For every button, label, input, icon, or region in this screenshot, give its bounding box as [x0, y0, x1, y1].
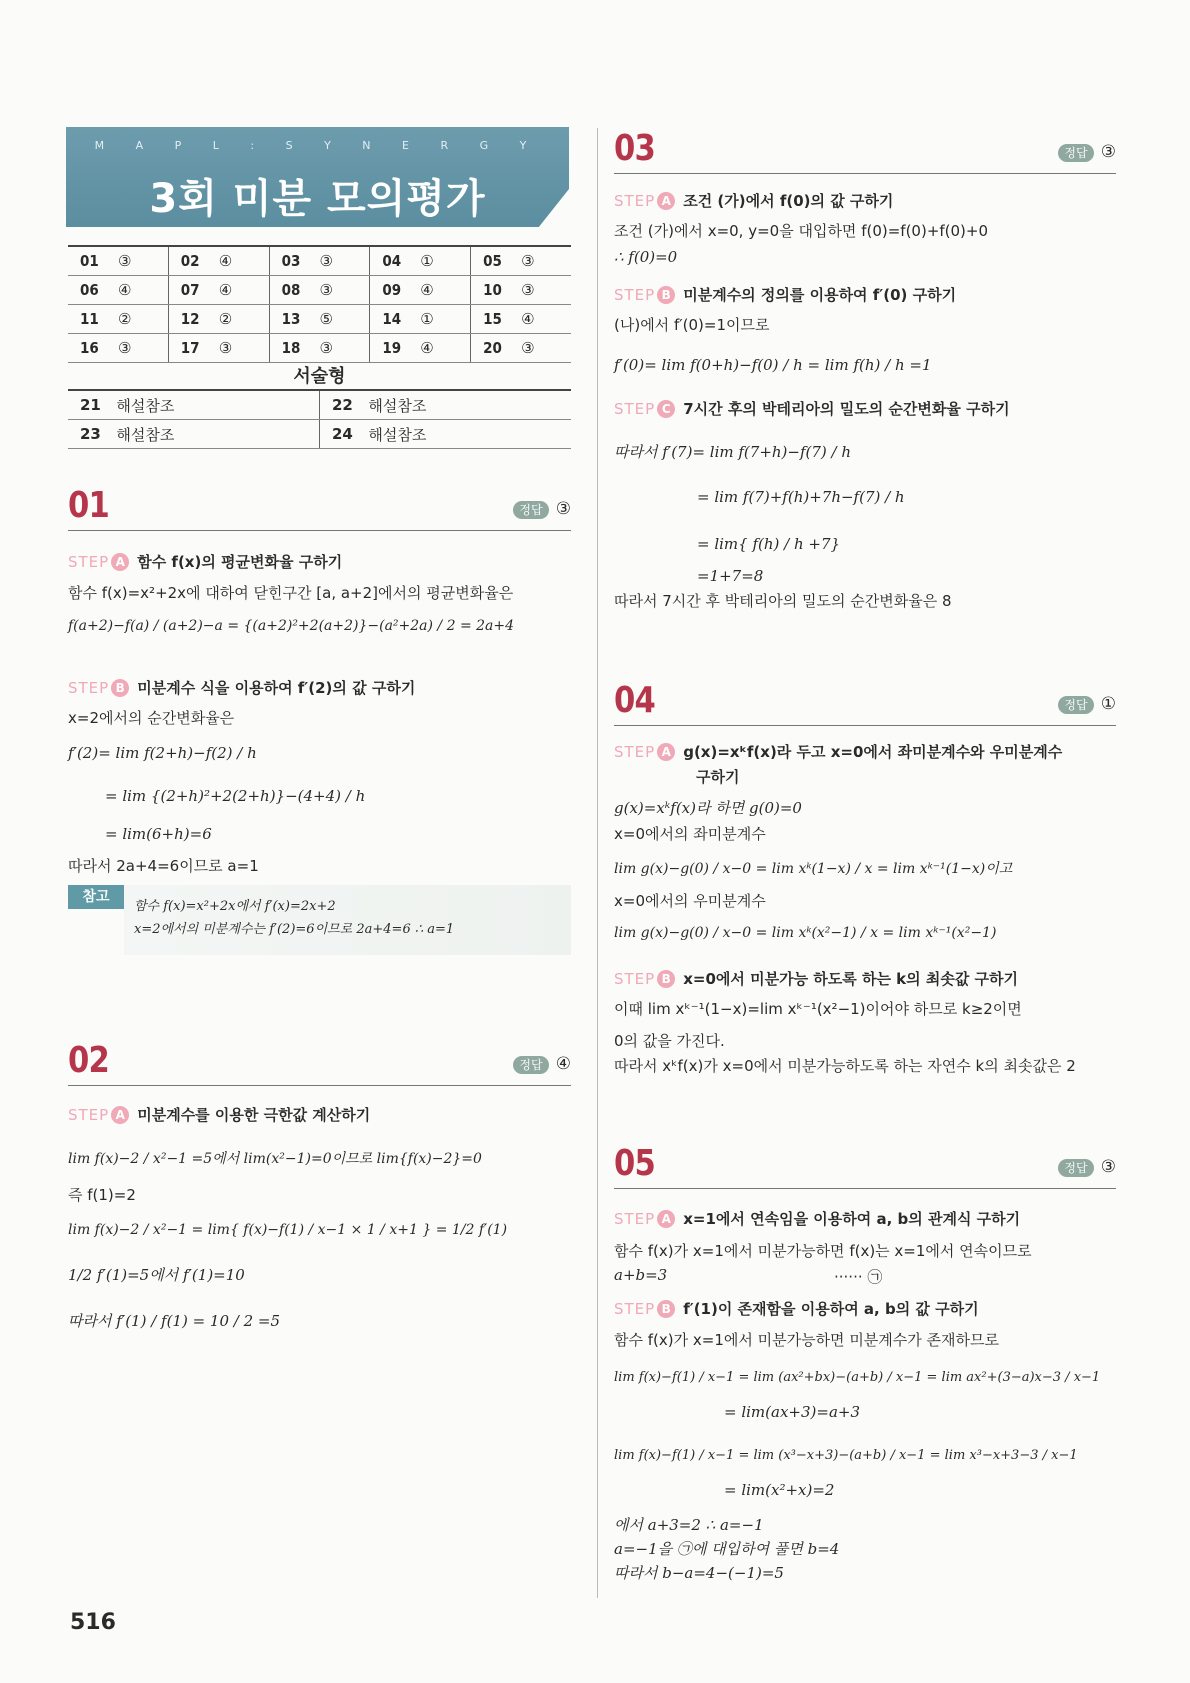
answer-choice: ④ — [408, 334, 470, 363]
answer-choice: ④ — [106, 276, 168, 305]
essay-answer: 해설참조 — [104, 420, 319, 449]
formula-line: = lim(x²+x)=2 — [724, 1481, 835, 1499]
step-c: STEP C 7시간 후의 박테리아의 밀도의 순간변화율 구하기 — [614, 400, 1010, 418]
section-number: 01 — [68, 485, 109, 526]
text-line: 함수 f(x)=x²+2x에 대하여 닫힌구간 [a, a+2]에서의 평균변화율은 — [68, 584, 514, 602]
text-line: x=0에서의 우미분계수 — [614, 892, 766, 910]
question-number: 19 — [370, 334, 408, 363]
answer-choice: ③ — [308, 246, 370, 276]
formula-line: =1+7=8 — [697, 567, 764, 585]
essay-answer: 해설참조 — [356, 420, 571, 449]
formula-line: = lim(6+h)=6 — [105, 825, 212, 843]
formula-line: 1/2 f′(1)=5에서 f′(1)=10 — [68, 1266, 245, 1284]
answer-row — [68, 334, 571, 363]
question-number: 08 — [269, 276, 307, 305]
formula-line: lim g(x)−g(0) / x−0 = lim xᵏ(1−x) / x = lim xᵏ⁻¹(1−x)이고 — [614, 861, 1013, 877]
answer-choice: ③ — [106, 334, 168, 363]
step-a: STEP A 미분계수를 이용한 극한값 계산하기 — [68, 1106, 371, 1124]
answer-badge: 정답 — [1058, 144, 1094, 162]
question-number: 17 — [168, 334, 206, 363]
formula-line: lim f(x)−f(1) / x−1 = lim (ax²+bx)−(a+b) / x−1 = lim ax²+(3−a)x−3 / x−1 — [614, 1370, 1101, 1385]
question-number: 22 — [319, 390, 356, 420]
answer-badge: 정답 — [513, 501, 549, 519]
title-banner — [66, 127, 569, 227]
section-05-header — [614, 1143, 1116, 1189]
answer-choice: ① — [408, 305, 470, 334]
formula-line: f(a+2)−f(a) / (a+2)−a = {(a+2)²+2(a+2)}−(a²+2a) / 2 = 2a+4 — [68, 618, 515, 634]
text-line: 이때 lim xᵏ⁻¹(1−x)=lim xᵏ⁻¹(x²−1)이어야 하므로 k≥2이면 — [614, 1000, 1022, 1018]
essay-answer: 해설참조 — [356, 390, 571, 420]
formula-line: lim g(x)−g(0) / x−0 = lim xᵏ(x²−1) / x = lim xᵏ⁻¹(x²−1) — [614, 925, 997, 941]
answer-mark: ③ — [1100, 142, 1116, 162]
answer-table — [68, 245, 571, 363]
section-03-header — [614, 128, 1116, 174]
section-number: 02 — [68, 1040, 109, 1081]
section-number: 05 — [614, 1143, 655, 1184]
section-number: 04 — [614, 680, 655, 721]
formula-line: lim f(x)−2 / x²−1 = lim{ f(x)−f(1) / x−1 × 1 / x+1 } = 1/2 f′(1) — [68, 1222, 508, 1238]
formula-line: 따라서 b−a=4−(−1)=5 — [614, 1564, 784, 1582]
answer-choice: ③ — [308, 276, 370, 305]
text-line: 따라서 xᵏf(x)가 x=0에서 미분가능하도록 하는 자연수 k의 최솟값은 2 — [614, 1057, 1076, 1075]
answer-choice: ④ — [207, 276, 269, 305]
step-a-continued: 구하기 — [696, 768, 740, 786]
formula-line: 따라서 f′(1) / f(1) = 10 / 2 =5 — [68, 1312, 281, 1330]
answer-row — [68, 246, 571, 276]
answer-badge: 정답 — [513, 1056, 549, 1074]
essay-row — [68, 390, 571, 420]
step-b: STEP B 미분계수의 정의를 이용하여 f′(0) 구하기 — [614, 286, 957, 304]
answer-choice: ③ — [509, 334, 571, 363]
text-line: 함수 f(x)가 x=1에서 미분가능하면 미분계수가 존재하므로 — [614, 1331, 999, 1349]
answer-choice: ① — [408, 246, 470, 276]
answer-row — [68, 276, 571, 305]
question-number: 09 — [370, 276, 408, 305]
question-number: 03 — [269, 246, 307, 276]
question-number: 01 — [68, 246, 106, 276]
formula-line: a+b=3 — [614, 1266, 668, 1284]
formula-line: = lim f(7)+f(h)+7h−f(7) / h — [697, 488, 905, 506]
page-number: 516 — [70, 1610, 116, 1635]
text-line: 함수 f(x)가 x=1에서 미분가능하면 f(x)는 x=1에서 연속이므로 — [614, 1242, 1032, 1260]
step-b: STEP B f′(1)이 존재함을 이용하여 a, b의 값 구하기 — [614, 1300, 979, 1318]
formula-line: = lim{ f(h) / h +7} — [697, 535, 841, 553]
question-number: 21 — [68, 390, 104, 420]
question-number: 05 — [471, 246, 509, 276]
section-04-header — [614, 680, 1116, 726]
essay-row — [68, 420, 571, 449]
note-line: x=2에서의 미분계수는 f′(2)=6이므로 2a+4=6 ∴ a=1 — [134, 922, 455, 937]
text-line: 0의 값을 가진다. — [614, 1032, 725, 1050]
question-number: 10 — [471, 276, 509, 305]
essay-title: 서술형 — [293, 366, 346, 387]
answer-choice: ② — [106, 305, 168, 334]
answer-mark: ① — [1100, 694, 1116, 714]
question-number: 06 — [68, 276, 106, 305]
section-01-header — [68, 485, 571, 531]
answer-choice: ④ — [509, 305, 571, 334]
question-number: 11 — [68, 305, 106, 334]
question-number: 02 — [168, 246, 206, 276]
step-b: STEP B 미분계수 식을 이용하여 f′(2)의 값 구하기 — [68, 679, 416, 697]
question-number: 18 — [269, 334, 307, 363]
answer-choice: ⑤ — [308, 305, 370, 334]
answer-mark: ④ — [555, 1054, 571, 1074]
section-number: 03 — [614, 128, 655, 169]
formula-line: 따라서 f′(7)= lim f(7+h)−f(7) / h — [614, 443, 852, 461]
question-number: 12 — [168, 305, 206, 334]
answer-choice: ③ — [106, 246, 168, 276]
equation-label: ······ ㉠ — [834, 1268, 883, 1286]
answer-badge: 정답 — [1058, 1159, 1094, 1177]
question-number: 24 — [319, 420, 356, 449]
text-line: 즉 f(1)=2 — [68, 1186, 136, 1204]
question-number: 15 — [471, 305, 509, 334]
answer-choice: ② — [207, 305, 269, 334]
formula-line: f′(2)= lim f(2+h)−f(2) / h — [68, 744, 257, 762]
text-line: (나)에서 f′(0)=1이므로 — [614, 316, 770, 334]
answer-mark: ③ — [555, 499, 571, 519]
answer-choice: ③ — [509, 276, 571, 305]
formula-line: a=−1을 ㉠에 대입하여 풀면 b=4 — [614, 1540, 840, 1558]
formula-line: g(x)=xᵏf(x)라 하면 g(0)=0 — [614, 799, 802, 817]
answer-choice: ③ — [207, 334, 269, 363]
formula-line: = lim(ax+3)=a+3 — [724, 1403, 860, 1421]
column-divider — [597, 128, 598, 1598]
note-line: 함수 f(x)=x²+2x에서 f′(x)=2x+2 — [134, 899, 336, 914]
essay-table — [68, 389, 571, 449]
answer-choice: ④ — [408, 276, 470, 305]
step-a: STEP A g(x)=xᵏf(x)라 두고 x=0에서 좌미분계수와 우미분계수 — [614, 743, 1063, 761]
question-number: 14 — [370, 305, 408, 334]
question-number: 07 — [168, 276, 206, 305]
formula-line: lim f(x)−2 / x²−1 =5에서 lim(x²−1)=0이므로 lim{f(x)−2}=0 — [68, 1151, 482, 1167]
step-a: STEP A x=1에서 연속임을 이용하여 a, b의 관계식 구하기 — [614, 1210, 1021, 1228]
text-line: 따라서 2a+4=6이므로 a=1 — [68, 857, 259, 875]
answer-choice: ④ — [207, 246, 269, 276]
formula-line: ∴ f(0)=0 — [614, 248, 678, 266]
text-line: 조건 (가)에서 x=0, y=0을 대입하면 f(0)=f(0)+f(0)+0 — [614, 222, 989, 240]
formula-line: 에서 a+3=2 ∴ a=−1 — [614, 1516, 764, 1534]
section-02-header — [68, 1040, 571, 1086]
step-a: STEP A 조건 (가)에서 f(0)의 값 구하기 — [614, 192, 894, 210]
question-number: 20 — [471, 334, 509, 363]
answer-choice: ③ — [308, 334, 370, 363]
question-number: 04 — [370, 246, 408, 276]
question-number: 23 — [68, 420, 104, 449]
formula-line: = lim {(2+h)²+2(2+h)}−(4+4) / h — [105, 787, 366, 805]
essay-answer: 해설참조 — [104, 390, 319, 420]
formula-line: lim f(x)−f(1) / x−1 = lim (x³−x+3)−(a+b) / x−1 = lim x³−x+3−3 / x−1 — [614, 1448, 1078, 1463]
page-title: 3회 미분 모의평가 — [149, 176, 486, 222]
text-line: x=0에서의 좌미분계수 — [614, 825, 766, 843]
answer-row — [68, 305, 571, 334]
question-number: 13 — [269, 305, 307, 334]
question-number: 16 — [68, 334, 106, 363]
answer-badge: 정답 — [1058, 696, 1094, 714]
step-b: STEP B x=0에서 미분가능 하도록 하는 k의 최솟값 구하기 — [614, 970, 1019, 988]
answer-choice: ③ — [509, 246, 571, 276]
text-line: x=2에서의 순간변화율은 — [68, 709, 235, 727]
text-line: 따라서 7시간 후 박테리아의 밀도의 순간변화율은 8 — [614, 592, 952, 610]
step-a: STEP A 함수 f(x)의 평균변화율 구하기 — [68, 553, 343, 571]
formula-line: f′(0)= lim f(0+h)−f(0) / h = lim f(h) / h =1 — [614, 356, 932, 374]
note-tag: 참고 — [68, 885, 124, 909]
answer-mark: ③ — [1100, 1157, 1116, 1177]
banner-subtitle: M A P L : S Y N E R G Y — [94, 139, 541, 152]
